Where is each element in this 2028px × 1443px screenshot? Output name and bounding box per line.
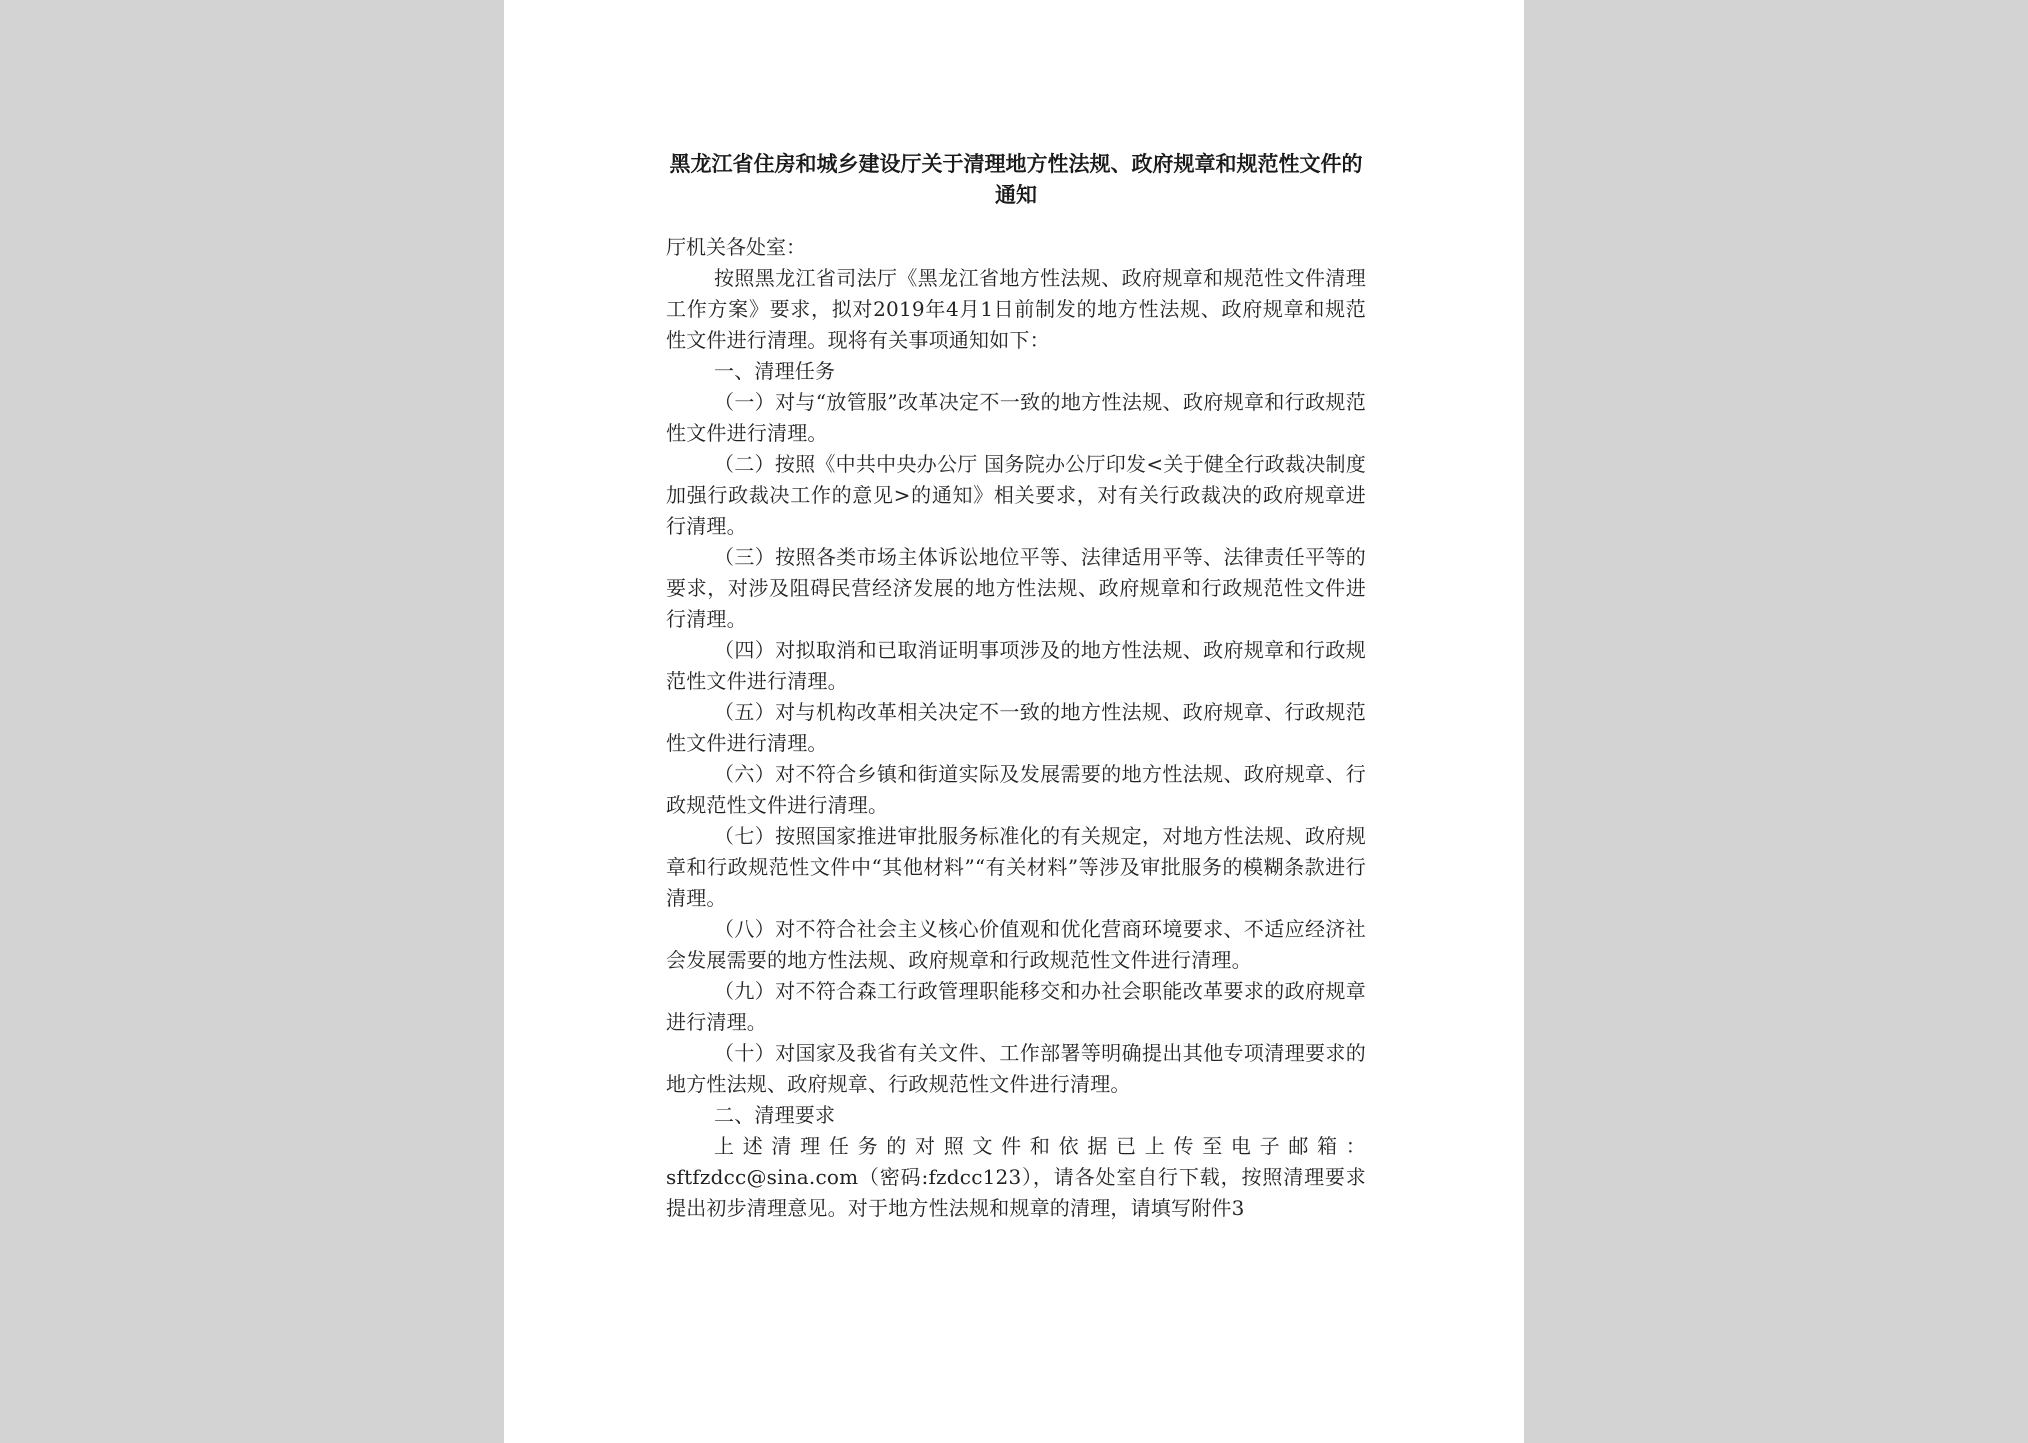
addressee: 厅机关各处室： [666, 235, 806, 259]
task-item-2: （二）按照《中共中央办公厅 国务院办公厅印发<关于健全行政裁决制度加强行政裁决工作的意见>的通知》相关要求，对有关行政裁决的政府规章进行清理。 [666, 452, 1366, 538]
task-item-6: （六）对不符合乡镇和街道实际及发展需要的地方性法规、政府规章、行政规范性文件进行清理。 [666, 762, 1366, 817]
task-item-7: （七）按照国家推进审批服务标准化的有关规定，对地方性法规、政府规章和行政规范性文件中“其他材料”“有关材料”等涉及审批服务的模糊条款进行清理。 [666, 824, 1366, 910]
document-page [504, 0, 1524, 1443]
task-item-8: （八）对不符合社会主义核心价值观和优化营商环境要求、不适应经济社会发展需要的地方性法规、政府规章和行政规范性文件进行清理。 [666, 917, 1366, 972]
paragraph-intro: 按照黑龙江省司法厅《黑龙江省地方性法规、政府规章和规范性文件清理工作方案》要求，拟对2019年4月1日前制发的地方性法规、政府规章和规范性文件进行清理。现将有关事项通知如下： [666, 266, 1366, 352]
task-item-5: （五）对与机构改革相关决定不一致的地方性法规、政府规章、行政规范性文件进行清理。 [666, 700, 1366, 755]
section-heading-tasks: 一、清理任务 [714, 359, 836, 383]
task-item-10: （十）对国家及我省有关文件、工作部署等明确提出其他专项清理要求的地方性法规、政府规章、行政规范性文件进行清理。 [666, 1041, 1366, 1096]
document-content [666, 148, 1366, 1224]
task-item-1: （一）对与“放管服”改革决定不一致的地方性法规、政府规章和行政规范性文件进行清理。 [666, 390, 1366, 445]
section-heading-requirements: 二、清理要求 [714, 1103, 836, 1127]
task-item-3: （三）按照各类市场主体诉讼地位平等、法律适用平等、法律责任平等的要求，对涉及阻碍民营经济发展的地方性法规、政府规章和行政规范性文件进行清理。 [666, 545, 1366, 631]
paragraph-requirements: 上述清理任务的对照文件和依据已上传至电子邮箱：sftfzdcc@sina.com（密码:fzdcc123），请各处室自行下载，按照清理要求提出初步清理意见。对于地方性法规和规章的清理，请填写附件3 [666, 1134, 1366, 1220]
task-item-4: （四）对拟取消和已取消证明事项涉及的地方性法规、政府规章和行政规范性文件进行清理。 [666, 638, 1366, 693]
task-item-9: （九）对不符合森工行政管理职能移交和办社会职能改革要求的政府规章进行清理。 [666, 979, 1366, 1034]
document-title: 黑龙江省住房和城乡建设厅关于清理地方性法规、政府规章和规范性文件的通知 [669, 151, 1363, 207]
